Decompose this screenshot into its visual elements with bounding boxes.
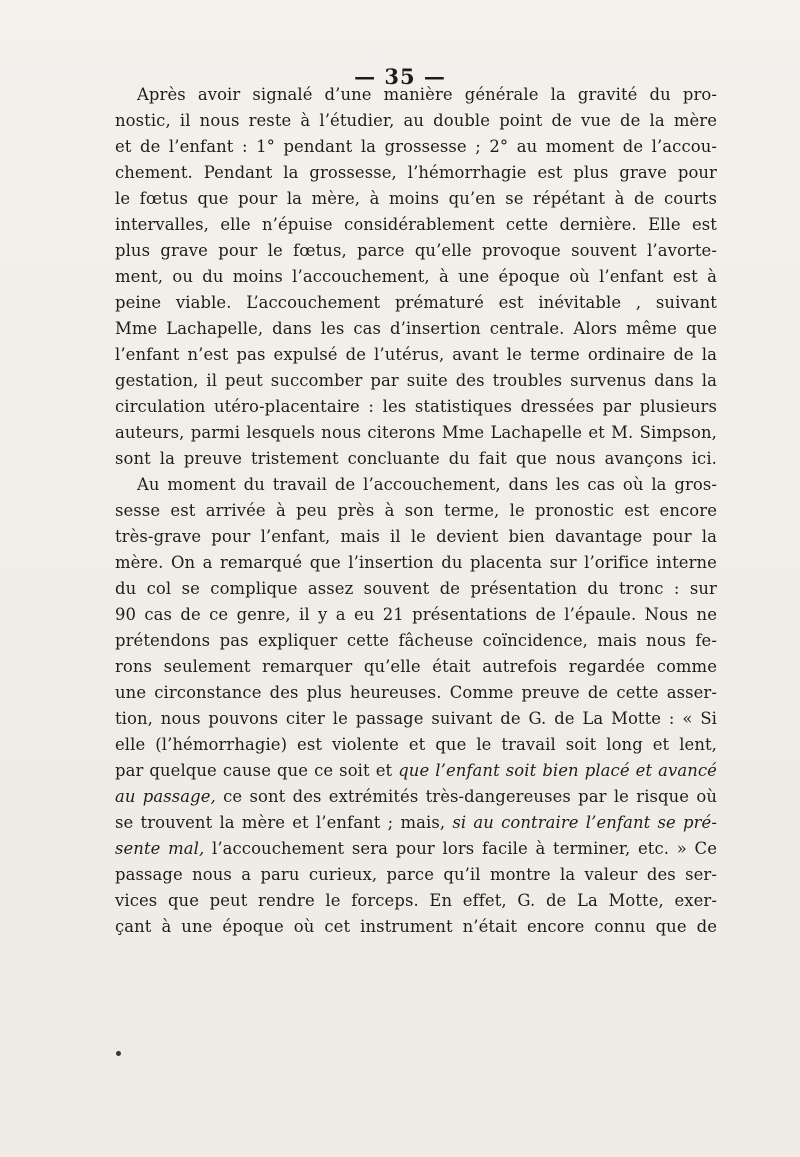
- text-line: une circonstance des plus heureuses. Comme preuve de cette asser-: [115, 683, 717, 702]
- italic-run: si au contraire l’enfant se pré-: [452, 813, 717, 832]
- text-line: [115, 784, 717, 810]
- text-line: vices que peut rendre le forceps. En effet, G. de La Motte, exer-: [115, 891, 717, 910]
- text-line: nostic, il nous reste à l’étudier, au double point de vue de la mère: [115, 111, 717, 130]
- text-line: circulation utéro-placentaire : les statistiques dressées par plusieurs: [115, 397, 717, 416]
- text-line: çant à une époque où cet instrument n’était encore connu que de: [115, 917, 717, 936]
- italic-run: au passage,: [115, 787, 216, 806]
- text-line: 90 cas de ce genre, il y a eu 21 présentations de l’épaule. Nous ne: [115, 605, 717, 624]
- text-line: gestation, il peut succomber par suite des troubles survenus dans la: [115, 371, 717, 390]
- body-text: [115, 82, 717, 940]
- text-line: peine viable. L’accouchement prématuré est inévitable , suivant: [115, 293, 717, 312]
- text-line: et de l’enfant : 1° pendant la grossesse ; 2° au moment de l’accou-: [115, 137, 717, 156]
- text-line: [115, 758, 717, 784]
- text-line: rons seulement remarquer qu’elle était autrefois regardée comme: [115, 657, 717, 676]
- text-line: sont la preuve tristement concluante du fait que nous avançons ici.: [115, 449, 717, 468]
- text-run: l’accouchement sera pour lors facile à terminer, etc. » Ce: [204, 839, 718, 858]
- text-line: le fœtus que pour la mère, à moins qu’en se répétant à de courts: [115, 189, 717, 208]
- text-line: passage nous a paru curieux, parce qu’il montre la valeur des ser-: [115, 865, 717, 884]
- text-line: du col se complique assez souvent de présentation du tronc : sur: [115, 579, 717, 598]
- text-line: [115, 810, 717, 836]
- text-line: Au moment du travail de l’accouchement, dans les cas où la gros-: [137, 475, 717, 494]
- text-line: très-grave pour l’enfant, mais il le devient bien davantage pour la: [115, 527, 717, 546]
- text-line: elle (l’hémorrhagie) est violente et que le travail soit long et lent,: [115, 735, 717, 754]
- text-line: plus grave pour le fœtus, parce qu’elle provoque souvent l’avorte-: [115, 241, 717, 260]
- text-run: ce sont des extrémités très-dangereuses par le risque où: [215, 787, 717, 806]
- italic-run: sente mal,: [115, 839, 205, 858]
- text-line: ment, ou du moins l’accouchement, à une époque où l’enfant est à: [115, 267, 717, 286]
- ink-spot: [116, 1051, 121, 1056]
- text-line: prétendons pas expliquer cette fâcheuse coïncidence, mais nous fe-: [115, 631, 717, 650]
- text-line: auteurs, parmi lesquels nous citerons Mme Lachapelle et M. Simpson,: [115, 423, 717, 442]
- page-number: — 35 —: [354, 64, 446, 89]
- text-line: chement. Pendant la grossesse, l’hémorrhagie est plus grave pour: [115, 163, 717, 182]
- text-line: intervalles, elle n’épuise considérablement cette dernière. Elle est: [115, 215, 717, 234]
- text-line: tion, nous pouvons citer le passage suivant de G. de La Motte : « Si: [115, 709, 717, 728]
- text-line: Après avoir signalé d’une manière générale la gravité du pro-: [137, 85, 717, 104]
- text-line: [115, 836, 717, 862]
- text-run: se trouvent la mère et l’enfant ; mais,: [115, 813, 453, 832]
- text-line: mère. On a remarqué que l’insertion du placenta sur l’orifice interne: [115, 553, 717, 572]
- text-line: sesse est arrivée à peu près à son terme, le pronostic est encore: [115, 501, 717, 520]
- text-run: par quelque cause que ce soit et: [115, 761, 399, 780]
- italic-run: que l’enfant soit bien placé et avancé: [398, 761, 717, 780]
- text-line: l’enfant n’est pas expulsé de l’utérus, avant le terme ordinaire de la: [115, 345, 717, 364]
- text-line: Mme Lachapelle, dans les cas d’insertion centrale. Alors même que: [115, 319, 717, 338]
